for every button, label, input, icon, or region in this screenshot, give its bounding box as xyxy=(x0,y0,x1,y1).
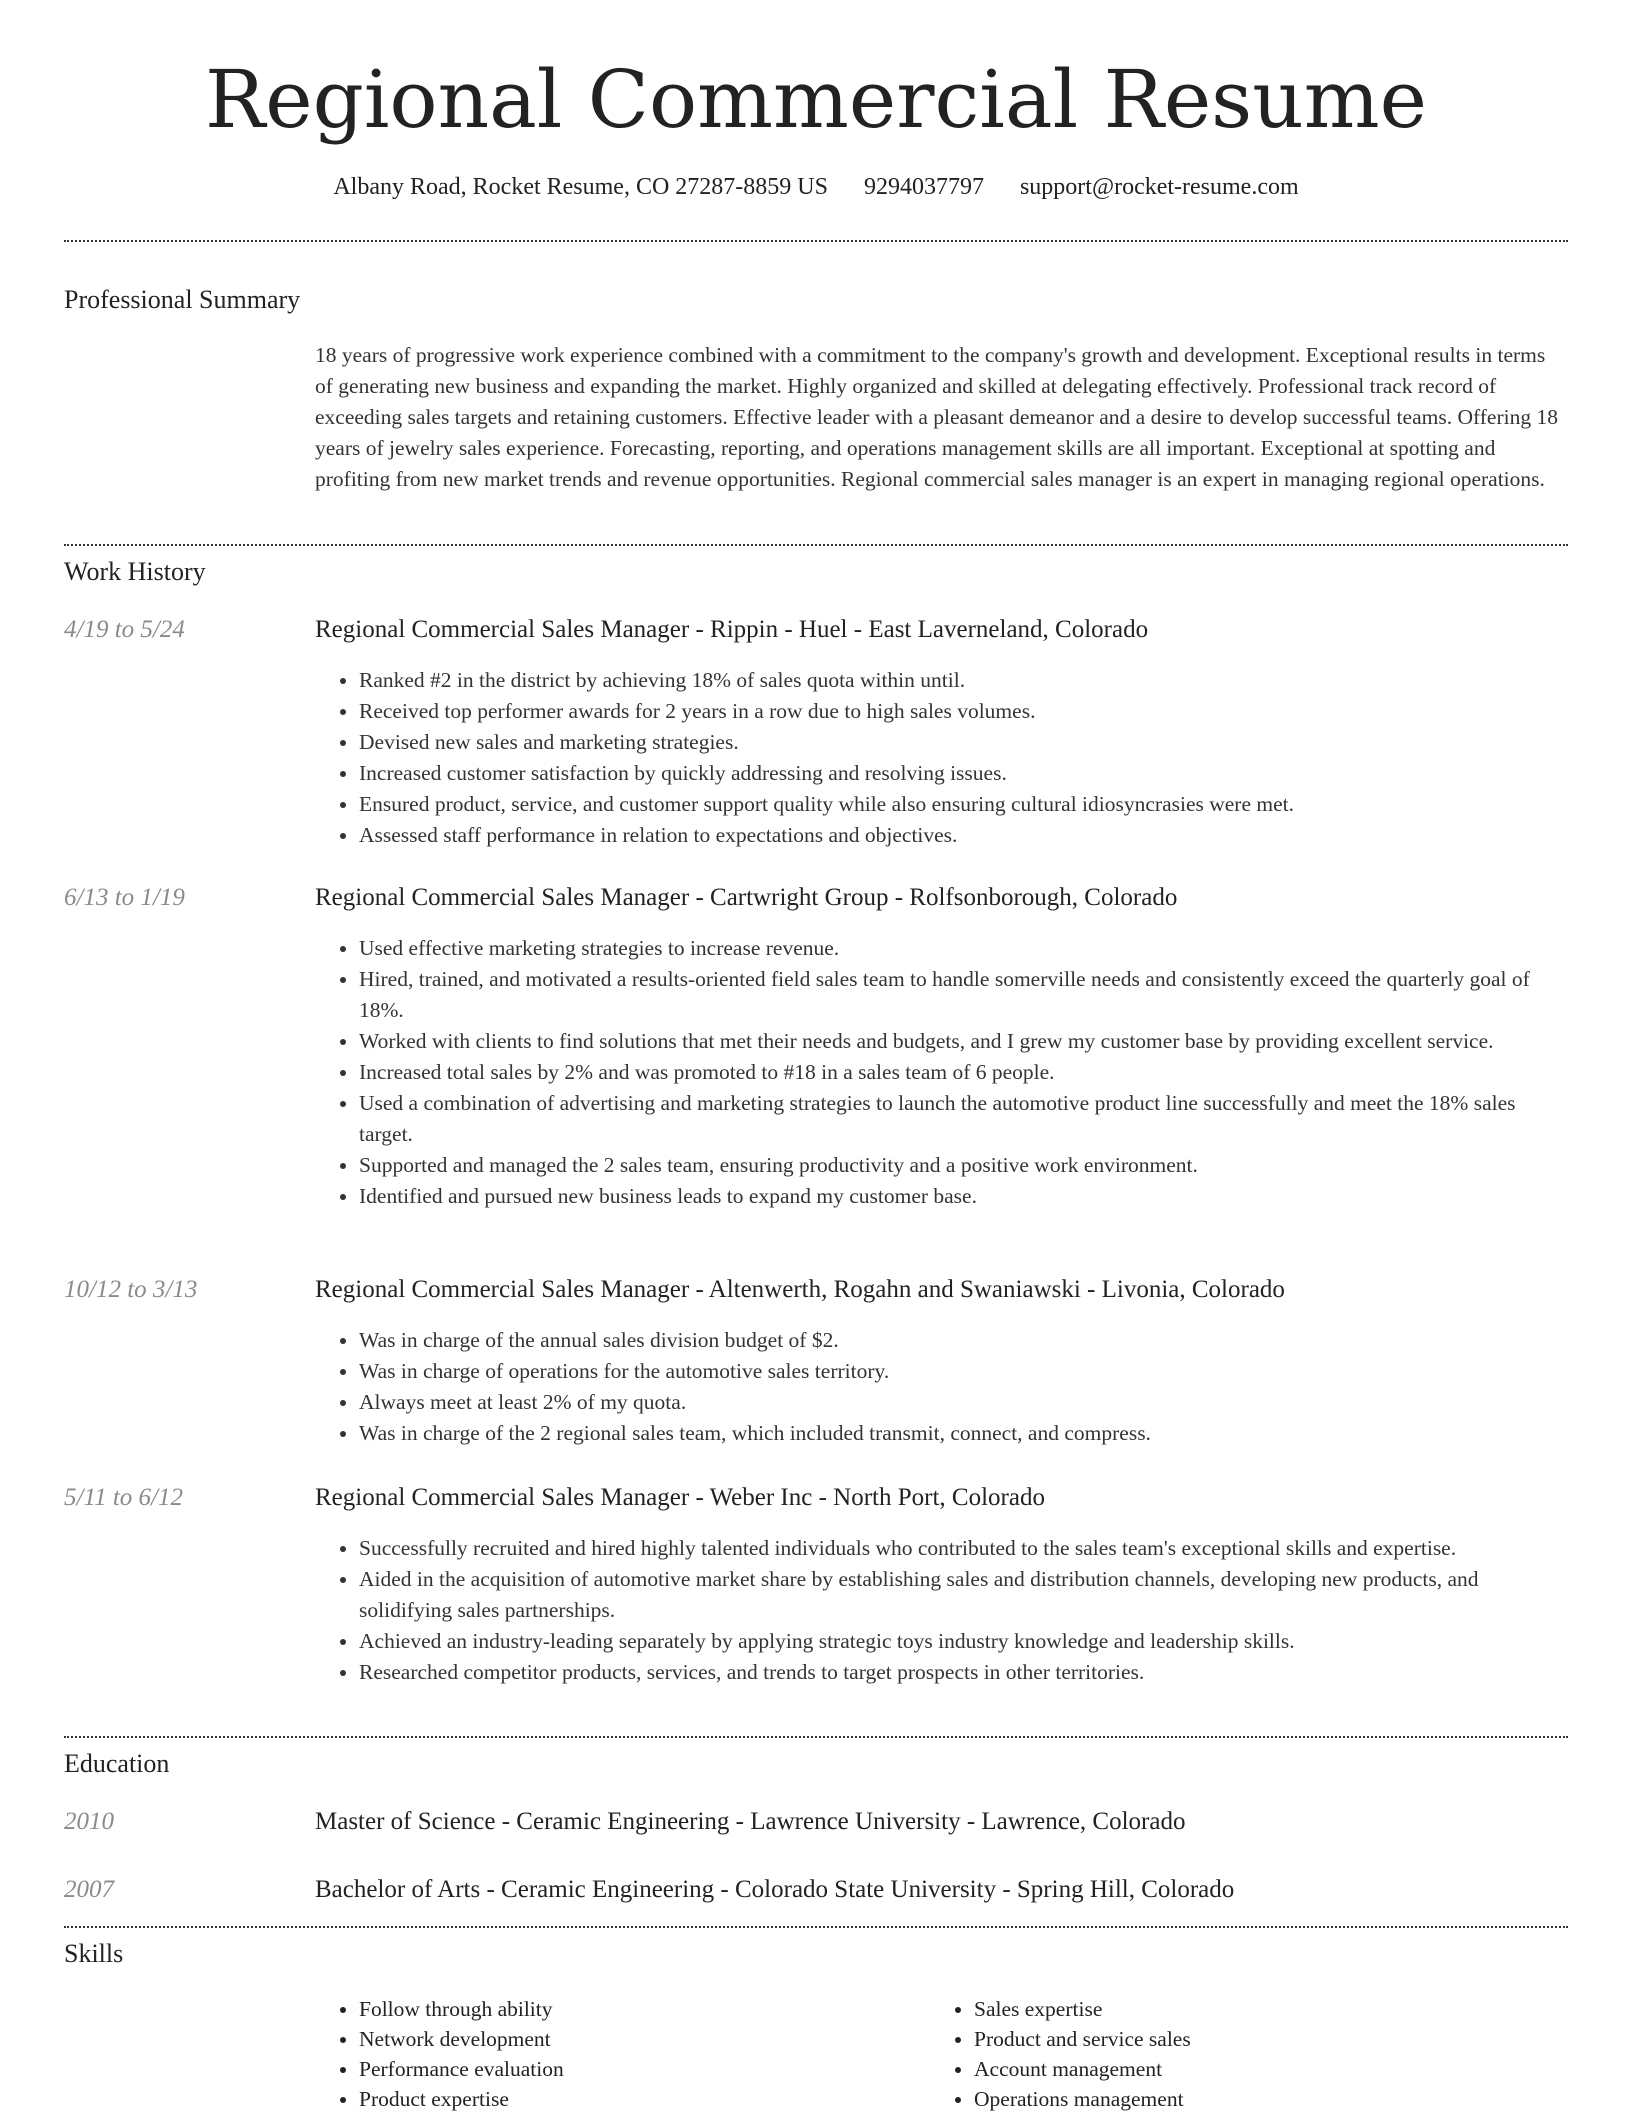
job-bullet: • Used a combination of advertising and marketing strategies to launch the automotive product line successfully and meet the 18% sales target. xyxy=(359,1088,1565,1150)
section-title-summary: Professional Summary xyxy=(64,285,301,314)
education-year: 2007 xyxy=(64,1876,114,1903)
job-bullet: • Researched competitor products, services, and trends to target prospects in other territories. xyxy=(359,1657,1565,1688)
job-dates: 6/13 to 1/19 xyxy=(64,884,185,911)
job-bullet: • Was in charge of the annual sales division budget of $2. xyxy=(359,1325,1565,1356)
job-bullet: • Supported and managed the 2 sales team, ensuring productivity and a positive work environment. xyxy=(359,1150,1565,1181)
skills-list-right xyxy=(930,1994,1510,2114)
job-bullet: • Ensured product, service, and customer support quality while also ensuring cultural idiosyncrasies were met. xyxy=(359,789,1565,820)
job-bullet: • Identified and pursued new business leads to expand my customer base. xyxy=(359,1181,1565,1212)
section-title-work: Work History xyxy=(64,557,206,586)
divider xyxy=(64,240,1568,242)
job-bullets xyxy=(315,933,1565,1212)
job-dates: 4/19 to 5/24 xyxy=(64,616,185,643)
divider xyxy=(64,544,1568,546)
job-bullet: • Was in charge of operations for the automotive sales territory. xyxy=(359,1356,1565,1387)
education-degree: Master of Science - Ceramic Engineering - Lawrence University - Lawrence, Colorado xyxy=(315,1808,1186,1835)
contact-email: support@rocket-resume.com xyxy=(1019,174,1299,200)
job-bullets xyxy=(315,665,1565,851)
contact-address: Albany Road, Rocket Resume, CO 27287-8859 US xyxy=(333,174,828,200)
job-dates: 10/12 to 3/13 xyxy=(64,1276,198,1303)
job-bullet: • Ranked #2 in the district by achieving 18% of sales quota within until. xyxy=(359,665,1565,696)
job-bullet: • Increased total sales by 2% and was promoted to #18 in a sales team of 6 people. xyxy=(359,1057,1565,1088)
divider xyxy=(64,1736,1568,1738)
contact-phone: 9294037797 xyxy=(863,174,984,200)
job-bullets xyxy=(315,1533,1565,1688)
job-bullet: • Worked with clients to find solutions that met their needs and budgets, and I grew my customer base by providing excellent service. xyxy=(359,1026,1565,1057)
job-dates: 5/11 to 6/12 xyxy=(64,1484,183,1511)
job-title: Regional Commercial Sales Manager - Altenwerth, Rogahn and Swaniawski - Livonia, Colorado xyxy=(315,1276,1285,1303)
skill-item: • Performance evaluation xyxy=(359,2054,895,2084)
skill-item: • Operations management xyxy=(974,2084,1510,2114)
skill-item: • Product expertise xyxy=(359,2084,895,2114)
job-bullet: • Hired, trained, and motivated a results-oriented field sales team to handle somerville needs and consistently exceed the quarterly goal of 18%. xyxy=(359,964,1565,1026)
job-bullet: • Assessed staff performance in relation to expectations and objectives. xyxy=(359,820,1565,851)
skill-item: • Follow through ability xyxy=(359,1994,895,2024)
skill-item: • Network development xyxy=(359,2024,895,2054)
job-bullet: • Aided in the acquisition of automotive market share by establishing sales and distribution channels, developing new products, and solidifying sales partnerships. xyxy=(359,1564,1565,1626)
job-bullet: • Increased customer satisfaction by quickly addressing and resolving issues. xyxy=(359,758,1565,789)
skills-list-left xyxy=(315,1994,895,2114)
job-title: Regional Commercial Sales Manager - Rippin - Huel - East Laverneland, Colorado xyxy=(315,616,1149,643)
contact-line xyxy=(0,170,1632,204)
job-bullets xyxy=(315,1325,1565,1449)
section-title-education: Education xyxy=(64,1749,170,1778)
job-bullet: • Devised new sales and marketing strategies. xyxy=(359,727,1565,758)
resume-name: Regional Commercial Resume xyxy=(205,53,1427,146)
skill-item: • Product and service sales xyxy=(974,2024,1510,2054)
divider xyxy=(64,1926,1568,1928)
job-bullet: • Received top performer awards for 2 years in a row due to high sales volumes. xyxy=(359,696,1565,727)
job-bullet: • Was in charge of the 2 regional sales team, which included transmit, connect, and compress. xyxy=(359,1418,1565,1449)
education-degree: Bachelor of Arts - Ceramic Engineering - Colorado State University - Spring Hill, Colorado xyxy=(315,1876,1235,1903)
skill-item: • Account management xyxy=(974,2054,1510,2084)
job-title: Regional Commercial Sales Manager - Cartwright Group - Rolfsonborough, Colorado xyxy=(315,884,1178,911)
job-bullet: • Achieved an industry-leading separately by applying strategic toys industry knowledge and leadership skills. xyxy=(359,1626,1565,1657)
education-year: 2010 xyxy=(64,1808,114,1835)
job-bullet: • Always meet at least 2% of my quota. xyxy=(359,1387,1565,1418)
job-bullet: • Used effective marketing strategies to increase revenue. xyxy=(359,933,1565,964)
skill-item: • Sales expertise xyxy=(974,1994,1510,2024)
summary-text: 18 years of progressive work experience combined with a commitment to the company's growth and development. Exceptional results in terms of generating new business and expanding the market. Highly organized and skilled at delegating effectively. Professional track record of exceeding sales targets and retaining customers. Effective leader with a pleasant demeanor and a desire to develop successful teams. Offering 18 years of jewelry sales experience. Forecasting, reporting, and operations management skills are all important. Exceptional at spotting and profiting from new market trends and revenue opportunities. Regional commercial sales manager is an expert in managing regional operations. xyxy=(315,343,1558,491)
job-title: Regional Commercial Sales Manager - Weber Inc - North Port, Colorado xyxy=(315,1484,1045,1511)
section-title-skills: Skills xyxy=(64,1939,124,1968)
job-bullet: • Successfully recruited and hired highly talented individuals who contributed to the sales team's exceptional skills and expertise. xyxy=(359,1533,1565,1564)
